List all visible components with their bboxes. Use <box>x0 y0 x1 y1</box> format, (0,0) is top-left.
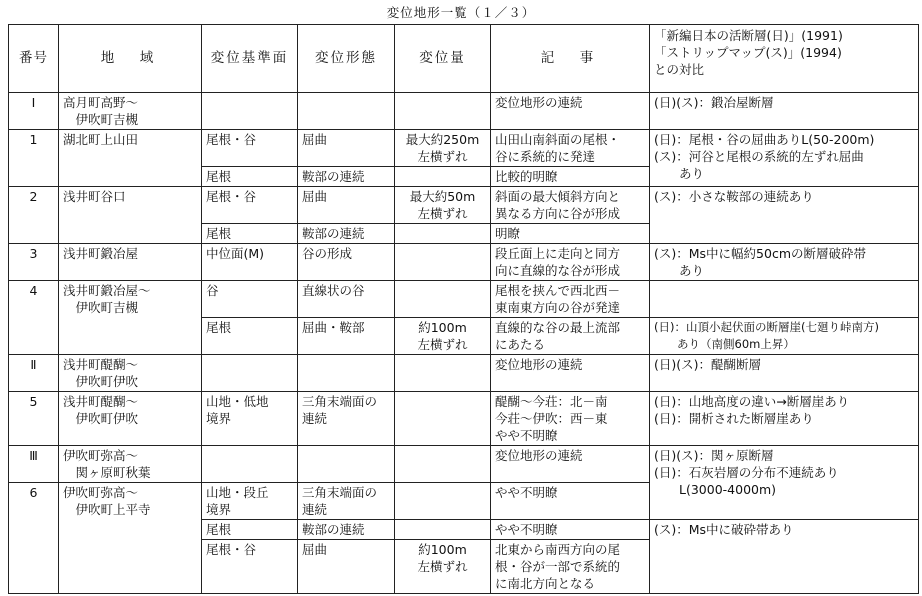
cell-form <box>298 355 395 392</box>
cell-amount <box>395 281 491 318</box>
table-row <box>9 244 919 281</box>
cell-no: Ⅲ <box>9 446 59 483</box>
cell-form <box>298 93 395 130</box>
cell-amount <box>395 520 491 540</box>
cell-compare: (ス)：Ms中に破砕帯あり <box>650 520 919 594</box>
cell-form: 屈曲 <box>298 540 395 594</box>
header-compare: 「新編日本の活断層(日)」(1991) 「ストリップマップ(ス)」(1994) との対比 <box>650 25 919 93</box>
cell-note: 変位地形の連続 <box>491 446 650 483</box>
cell-form: 鞍部の連続 <box>298 520 395 540</box>
cell-form: 鞍部の連続 <box>298 224 395 244</box>
cell-base: 山地・段丘 境界 <box>202 483 298 520</box>
cell-base: 中位面(M) <box>202 244 298 281</box>
cell-base: 尾根 <box>202 167 298 187</box>
header-note: 記 事 <box>491 25 650 93</box>
header-form: 変位形態 <box>298 25 395 93</box>
cell-area: 浅井町鍛冶屋 <box>59 244 202 281</box>
cell-base: 尾根・谷 <box>202 130 298 167</box>
cell-area: 湖北町上山田 <box>59 130 202 187</box>
cell-form: 屈曲・鞍部 <box>298 318 395 355</box>
cell-area: 浅井町醍醐～ 伊吹町伊吹 <box>59 355 202 392</box>
cell-form: 直線状の谷 <box>298 281 395 318</box>
cell-form: 屈曲 <box>298 130 395 167</box>
cell-form <box>298 446 395 483</box>
cell-compare: (日)：山地高度の違い→断層崖あり (日)：開析された断層崖あり <box>650 392 919 446</box>
cell-base: 山地・低地 境界 <box>202 392 298 446</box>
cell-note: 段丘面上に走向と同方 向に直線的な谷が形成 <box>491 244 650 281</box>
cell-note: やや不明瞭 <box>491 520 650 540</box>
cell-note: 変位地形の連続 <box>491 93 650 130</box>
cell-note: 比較的明瞭 <box>491 167 650 187</box>
cell-no: Ⅰ <box>9 93 59 130</box>
cell-base: 尾根 <box>202 318 298 355</box>
cell-compare: (ス)：Ms中に幅約50cmの断層破砕帯 あり <box>650 244 919 281</box>
table-row <box>9 355 919 392</box>
header-row <box>9 25 919 93</box>
cell-amount <box>395 224 491 244</box>
cell-note: 明瞭 <box>491 224 650 244</box>
cell-area: 浅井町醍醐～ 伊吹町伊吹 <box>59 392 202 446</box>
cell-base: 谷 <box>202 281 298 318</box>
cell-amount <box>395 355 491 392</box>
cell-form: 鞍部の連続 <box>298 167 395 187</box>
cell-base <box>202 93 298 130</box>
cell-amount <box>395 167 491 187</box>
cell-area: 浅井町谷口 <box>59 187 202 244</box>
cell-note: 変位地形の連続 <box>491 355 650 392</box>
displacement-landform-table <box>8 24 919 594</box>
cell-compare <box>650 281 919 318</box>
cell-base: 尾根・谷 <box>202 187 298 224</box>
cell-base: 尾根・谷 <box>202 540 298 594</box>
cell-base: 尾根 <box>202 224 298 244</box>
table-row <box>9 93 919 130</box>
cell-no: 2 <box>9 187 59 244</box>
table-row <box>9 187 919 224</box>
cell-form: 谷の形成 <box>298 244 395 281</box>
cell-note: 尾根を挟んで西北西－ 東南東方向の谷が発達 <box>491 281 650 318</box>
cell-amount: 最大約250m 左横ずれ <box>395 130 491 167</box>
cell-base <box>202 355 298 392</box>
cell-note: 直線的な谷の最上流部 にあたる <box>491 318 650 355</box>
cell-area: 伊吹町弥高～ 関ヶ原町秋葉 <box>59 446 202 483</box>
header-base: 変位基準面 <box>202 25 298 93</box>
cell-form: 三角末端面の 連続 <box>298 483 395 520</box>
cell-no: 4 <box>9 281 59 355</box>
cell-note: 北東から南西方向の尾 根・谷が一部で系統的 に南北方向となる <box>491 540 650 594</box>
header-area: 地 域 <box>59 25 202 93</box>
cell-note: やや不明瞭 <box>491 483 650 520</box>
cell-compare: (日)(ス)：鍛冶屋断層 <box>650 93 919 130</box>
header-no: 番号 <box>9 25 59 93</box>
cell-amount <box>395 392 491 446</box>
cell-note: 山田山南斜面の尾根・ 谷に系統的に発達 <box>491 130 650 167</box>
cell-amount <box>395 446 491 483</box>
cell-note: 醍醐～今荘：北－南 今荘～伊吹：西－東 やや不明瞭 <box>491 392 650 446</box>
table-row <box>9 446 919 483</box>
cell-amount <box>395 483 491 520</box>
cell-compare: (日)(ス)：醍醐断層 <box>650 355 919 392</box>
cell-note: 斜面の最大傾斜方向と 異なる方向に谷が形成 <box>491 187 650 224</box>
cell-no: 6 <box>9 483 59 594</box>
cell-compare: (日)：尾根・谷の屈曲ありL(50-200m) (ス)：河谷と尾根の系統的左ずれ屈曲 あり <box>650 130 919 187</box>
table-row <box>9 281 919 318</box>
cell-no: 5 <box>9 392 59 446</box>
header-amount: 変位量 <box>395 25 491 93</box>
cell-compare: (日)(ス)：関ヶ原断層 (日)：石灰岩層の分布不連続あり L(3000-4000m) <box>650 446 919 520</box>
cell-base: 尾根 <box>202 520 298 540</box>
cell-area: 浅井町鍛冶屋～ 伊吹町吉槻 <box>59 281 202 355</box>
cell-form: 屈曲 <box>298 187 395 224</box>
table-row <box>9 130 919 167</box>
cell-amount <box>395 93 491 130</box>
cell-form: 三角末端面の 連続 <box>298 392 395 446</box>
page-title: 変位地形一覧（１／３） <box>386 5 536 20</box>
cell-amount: 最大約50m 左横ずれ <box>395 187 491 224</box>
table-row <box>9 392 919 446</box>
cell-amount: 約100m 左横ずれ <box>395 540 491 594</box>
cell-amount: 約100m 左横ずれ <box>395 318 491 355</box>
cell-no: 3 <box>9 244 59 281</box>
cell-compare: (ス)：小さな鞍部の連続あり <box>650 187 919 244</box>
cell-no: Ⅱ <box>9 355 59 392</box>
cell-base <box>202 446 298 483</box>
cell-no: 1 <box>9 130 59 187</box>
cell-amount <box>395 244 491 281</box>
cell-area: 高月町高野～ 伊吹町吉槻 <box>59 93 202 130</box>
cell-area: 伊吹町弥高～ 伊吹町上平寺 <box>59 483 202 594</box>
cell-compare: (日)：山頂小起伏面の断層崖(七廻り峠南方) あり（南側60m上昇） <box>650 318 919 355</box>
